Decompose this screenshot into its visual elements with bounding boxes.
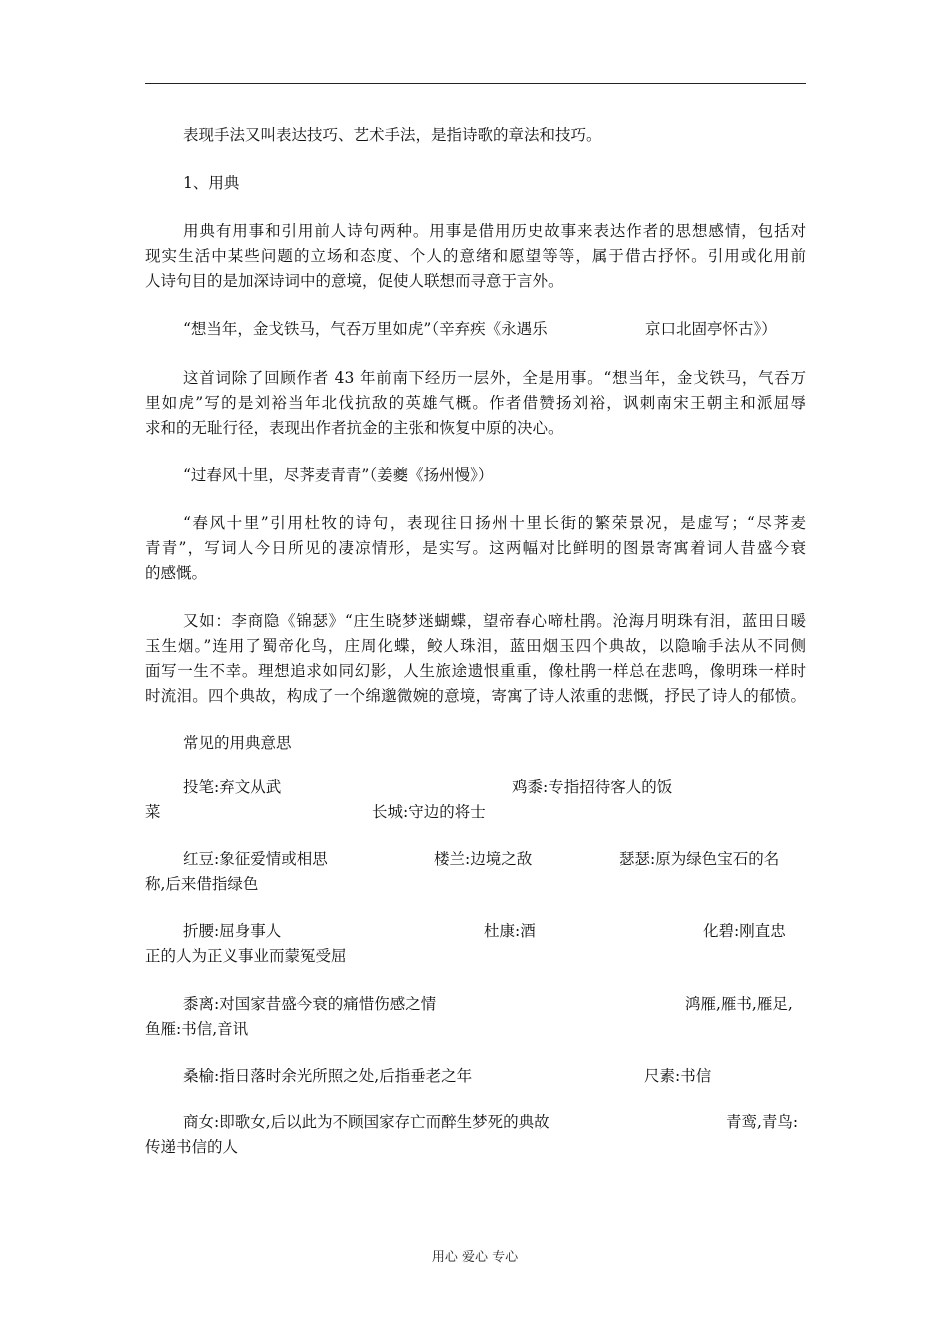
allusion-entry: 称,后来借指绿色 [145,875,259,893]
allusion-entry: 楼兰:边境之敌 [434,850,533,868]
allusions-heading: 常见的用典意思 [183,734,292,752]
allusion-entry: 商女:即歌女,后以此为不顾国家存亡而醉生梦死的典故 [183,1113,550,1131]
allusion-entry: 鱼雁:书信,音讯 [145,1020,249,1038]
allusion-entry: 尺素:书信 [644,1067,712,1085]
paragraph-line: 又如：李商隐《锦瑟》“庄生晓梦迷蝴蝶，望帝春心啼杜鹃。沧海月明珠有泪，蓝田日暖 [183,612,806,630]
paragraph-line: 这首词除了回顾作者 43 年前南下经历一层外，全是用事。“想当年，金戈铁马，气吞万 [183,369,806,387]
allusion-entry: 菜 [145,803,161,821]
paragraph-line: 时流泪。四个典故，构成了一个绵邈微婉的意境，寄寓了诗人浓重的悲慨，抒民了诗人的郁愤。 [145,687,806,705]
paragraph-line: 用典有用事和引用前人诗句两种。用事是借用历史故事来表达作者的思想感情，包括对 [183,222,806,240]
allusion-entry: 投笔:弃文从武 [183,778,282,796]
paragraph-line: 青青”，写词人今日所见的凄凉情形，是实写。这两幅对比鲜明的图景寄寓着词人昔盛今衰 [145,539,806,557]
header-rule [145,83,806,84]
allusion-entry: 黍离:对国家昔盛今衰的痛惜伤感之情 [183,995,437,1013]
example1-quote: “想当年，金戈铁马，气吞万里如虎”（辛弃疾《永遇乐 [183,320,548,338]
section-heading: 1、用典 [183,174,240,192]
paragraph-line: 面写一生不幸。理想追求如同幻影，人生旅途遗恨重重，像杜鹃一样总在悲鸣，像明珠一样时 [145,662,806,680]
allusion-entry: 瑟瑟:原为绿色宝石的名 [619,850,780,868]
page-footer: 用心 爱心 专心 [431,1250,519,1265]
paragraph-line: 求和的无耻行径，表现出作者抗金的主张和恢复中原的决心。 [145,419,564,437]
allusion-entry: 折腰:屈身事人 [183,922,282,940]
paragraph-line: 的感慨。 [145,564,208,582]
allusion-entry: 鸡黍:专指招待客人的饭 [512,778,673,796]
allusion-entry: 杜康:酒 [484,922,536,940]
allusion-entry: 桑榆:指日落时余光所照之处,后指垂老之年 [183,1067,473,1085]
allusion-entry: 红豆:象征爱情或相思 [183,850,328,868]
allusion-entry: 传递书信的人 [145,1138,239,1156]
allusion-entry: 正的人为正义事业而蒙冤受屈 [145,947,347,965]
allusion-entry: 青鸾,青鸟: [726,1113,799,1131]
intro-paragraph: 表现手法又叫表达技巧、艺术手法，是指诗歌的章法和技巧。 [183,126,602,144]
paragraph-line: 里如虎”写的是刘裕当年北伐抗敌的英雄气概。作者借赞扬刘裕，讽刺南宋王朝主和派屈辱 [145,394,806,412]
paragraph-line: “春风十里”引用杜牧的诗句，表现往日扬州十里长街的繁荣景况，是虚写；“尽荠麦 [183,514,806,532]
example1-title-end: 京口北固亭怀古》） [645,320,777,338]
paragraph-line: 人诗句目的是加深诗词中的意境，促使人联想而寻意于言外。 [145,272,564,290]
allusion-entry: 长城:守边的将士 [372,803,486,821]
allusion-entry: 化碧:刚直忠 [703,922,786,940]
allusion-entry: 鸿雁,雁书,雁足, [685,995,793,1013]
paragraph-line: 现实生活中某些问题的立场和态度、个人的意绪和愿望等等，属于借古抒怀。引用或化用前 [145,247,806,265]
example2-quote: “过春风十里，尽荠麦青青”（姜夔《扬州慢》） [183,466,494,484]
paragraph-line: 玉生烟。”连用了蜀帝化鸟，庄周化蝶，鲛人珠泪，蓝田烟玉四个典故，以隐喻手法从不同侧 [145,637,806,655]
